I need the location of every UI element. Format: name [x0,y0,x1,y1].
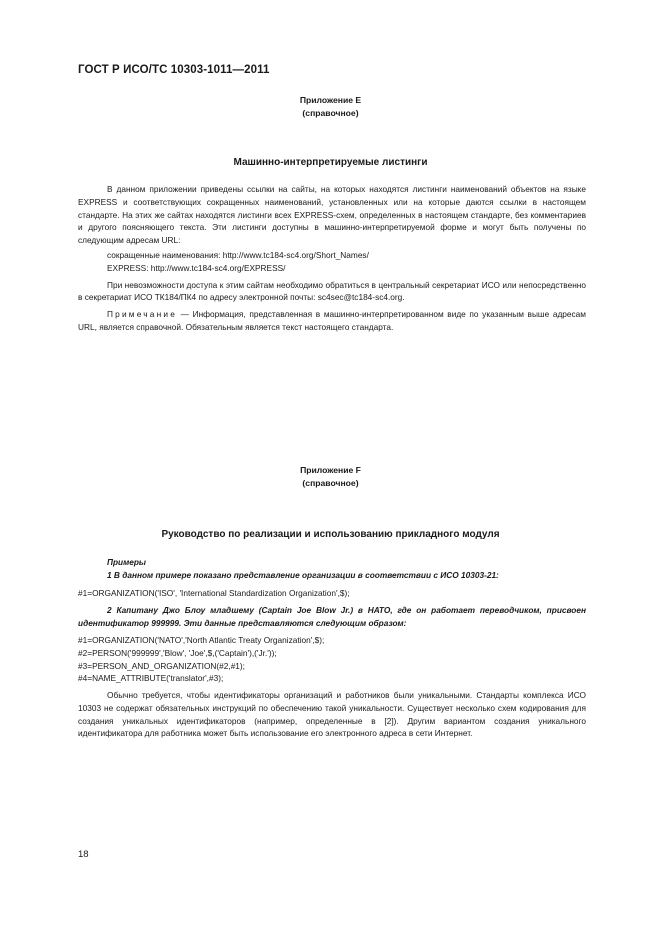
annex-e-paragraph-1: В данном приложении приведены ссылки на сайты, на которых находятся листинги наименований объектов на языке EXPRESS и соответствующих сокращенных наименований, установленных или на которые даются ссылки в настоящем стандарте. На этих же сайтах находятся листинги всех EXPRESS-схем, определенных в настоящем стандарте, без комментариев и другого поясняющего текста. Эти листинги доступны в машинно-интерпретируемой форме и могут быть получены по следующим адресам URL: [78,184,586,246]
annex-e-paragraph-2: При невозможности доступа к этим сайтам необходимо обратиться в центральный секретариат ИСО или непосредственно в секретариат ИСО ТК184/ПК4 по адресу электронной почты: sc4sec@tc184-sc4.org. [78,279,586,303]
annex-f-label: Приложение F [300,465,361,475]
code-line: #1=ORGANIZATION('NATO','North Atlantic Treaty Organization',$); [78,635,325,645]
annex-e-label: Приложение E [299,95,362,105]
page-number: 18 [78,849,89,860]
code-line: #3=PERSON_AND_ORGANIZATION(#2,#1); [78,660,245,671]
url-express: EXPRESS: http://www.tc184-sc4.org/EXPRESS/ [107,262,286,273]
annex-f-heading: Руководство по реализации и использованию прикладного модуля [161,529,500,540]
code-line: #4=NAME_ATTRIBUTE('translator',#3); [78,673,224,684]
annex-e-type: (справочное) [302,108,359,118]
url-short-names: сокращенные наименования: http://www.tc184-sc4.org/Short_Names/ [107,249,369,260]
annex-e-heading: Машинно-интерпретируемые листинги [233,157,428,168]
code-line: #2=PERSON('999999','Blow', 'Joe',$,('Captain'),('Jr.')); [78,647,277,658]
annex-f-body [78,689,586,740]
example-2: 2 Капитану Джо Блоу младшему (Captain Joe Blow Jr.) в НАТО, где он работает переводчиком, присвоен идентификатор 999999. Эти данные представляются следующим образом: [78,605,586,628]
annex-f-title [0,464,661,490]
annex-f-type: (справочное) [302,478,359,488]
annex-e-title [0,94,661,120]
annex-f-paragraph: Обычно требуется, чтобы идентификаторы организаций и работников были уникальными. Стандарты комплекса ИСО 10303 не содержат обязательных инструкций по обеспечению такой уникальности. Существует несколько схем кодирования для создания уникальных идентификаторов (например, определенные в [2]). Другим вариантом создания уникального идентификатора для работника может быть использование его электронного адреса в сети Интернет. [78,690,586,739]
annex-e-note [78,308,586,334]
code-example-2 [78,634,324,685]
example-2-block [78,604,586,630]
annex-e-body [78,183,586,334]
examples-block [78,556,586,582]
note-label: Примечание [107,309,178,320]
examples-label: Примеры [107,557,147,567]
code-example-1: #1=ORGANIZATION('ISO', 'International Standardization Organization',$); [78,588,350,598]
example-1: 1 В данном примере показано представление организации в соответствии с ИСО 10303-21: [107,569,499,580]
document-header: ГОСТ Р ИСО/ТС 10303-1011—2011 [78,64,270,76]
note-text: — Информация, представленная в машинно-интерпретированном виде по указанным выше адресам URL, является справочной. Обязательным является текст настоящего стандарта. [78,309,586,332]
